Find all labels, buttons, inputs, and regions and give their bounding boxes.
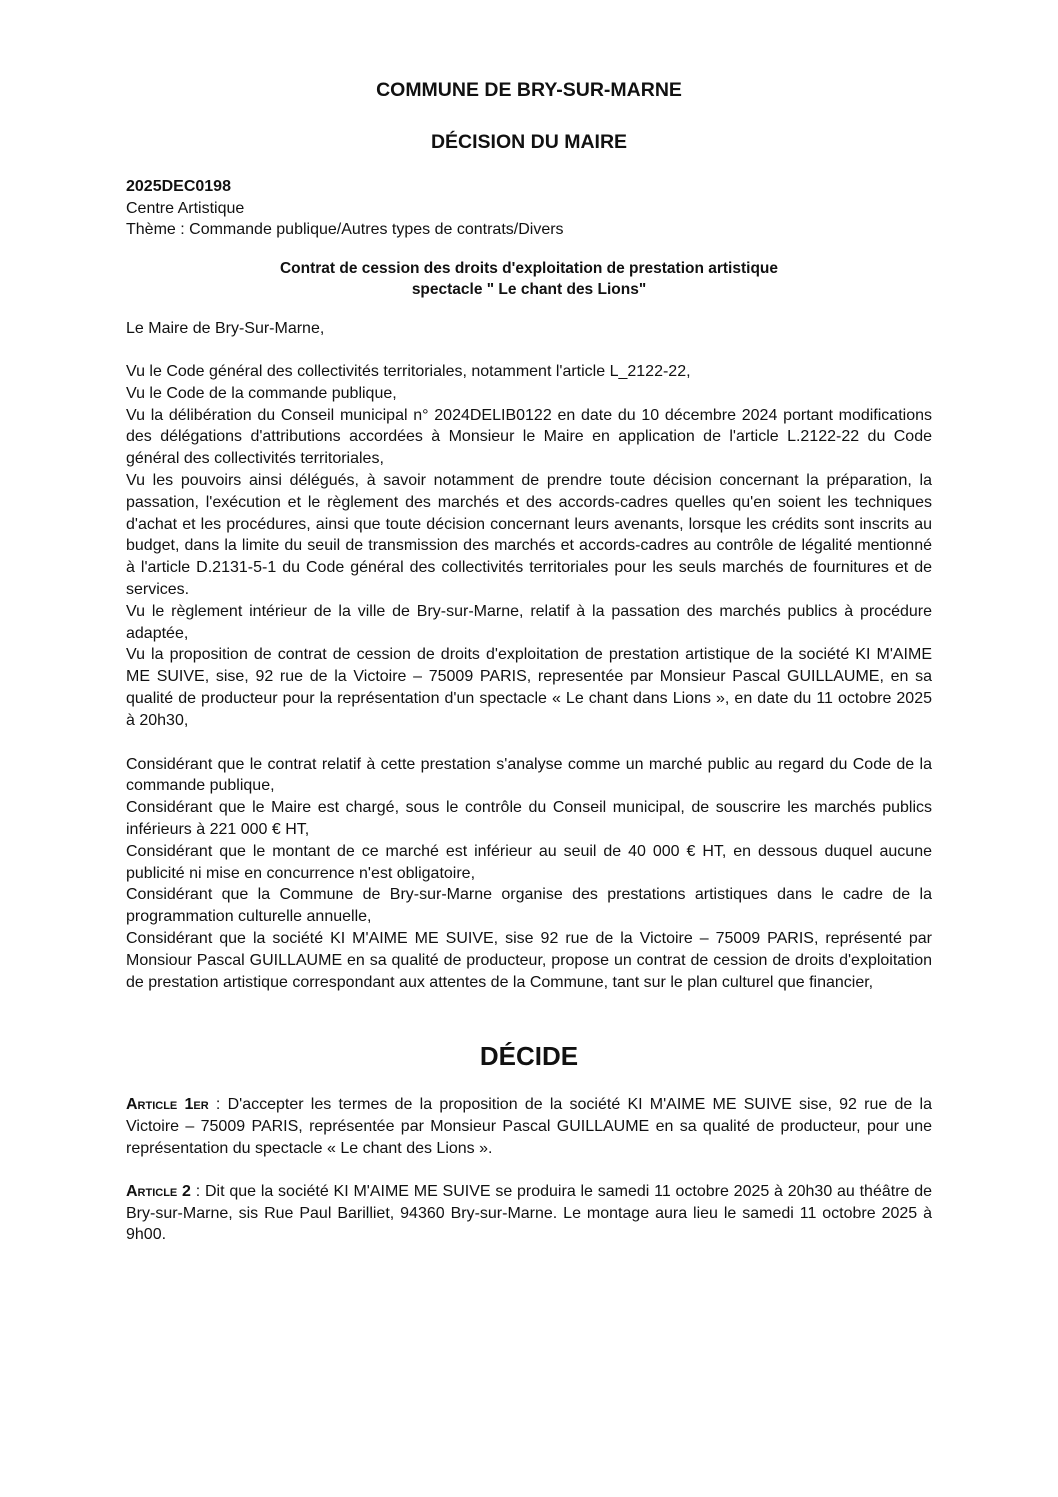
decide-heading: DÉCIDE [479, 1041, 579, 1072]
decision-subject [126, 258, 932, 301]
visa-paragraph: Vu le Code de la commande publique, [126, 384, 397, 402]
visas-section [126, 361, 932, 732]
visa-paragraph: Vu le règlement intérieur de la ville de Bry-sur-Marne, relatif à la passation des marchés publics à procédure adaptée, [126, 602, 932, 642]
article-label: Article 1er [126, 1096, 209, 1114]
considerants-section [126, 754, 932, 994]
visa-paragraph: Vu la délibération du Conseil municipal n° 2024DELIB0122 en date du 10 décembre 2024 portant modifications des délégations d'attributions accordées à Monsieur le Maire en application de l'article L.2122-22 du Code général des collectivités territoriales, [126, 406, 932, 468]
document-page [126, 78, 932, 1267]
considerant-paragraph: Considérant que le contrat relatif à cette prestation s'analyse comme un marché public au regard du Code de la commande publique, [126, 755, 932, 795]
article-label: Article 2 [126, 1182, 191, 1200]
decision-theme: Thème : Commande publique/Autres types de contrats/Divers [126, 221, 564, 238]
visa-paragraph: Vu la proposition de contrat de cession de droits d'exploitation de prestation artistique de la société KI M'AIME ME SUIVE, sise, 92 rue de la Victoire – 75009 PARIS, representée par Monsieur Pascal GUILLAUME, en sa qualité de producteur pour la représentation d'un spectacle « Le chant dans Lions », en date du 11 octobre 2025 à 20h30, [126, 646, 932, 729]
decision-meta [126, 176, 932, 241]
service-name: Centre Artistique [126, 199, 245, 217]
considerant-paragraph: Considérant que le Maire est chargé, sous le contrôle du Conseil municipal, de souscrire les marchés publics inférieurs à 221 000 € HT, [126, 799, 932, 838]
decision-heading: DÉCISION DU MAIRE [430, 131, 628, 153]
considerant-paragraph: Considérant que la société KI M'AIME ME SUIVE, sise 92 rue de la Victoire – 75009 PARIS, représenté par Monsiour Pascal GUILLAUME en sa qualité de producteur, propose un contrat de cession de droits d'exploitation de prestation artistique correspondant aux attentes de la Commune, tant sur le plan culturel que financier, [126, 929, 932, 991]
article-paragraph [126, 1181, 932, 1246]
article-text: : D'accepter les termes de la proposition de la société KI M'AIME ME SUIVE sise, 92 rue de la Victoire – 75009 PARIS, représentée par Monsieur Pascal GUILLAUME en sa qualité de producteur, pour une représentation du spectacle « Le chant des Lions ». [126, 1096, 932, 1157]
decision-code: 2025DEC0198 [126, 178, 231, 195]
article-text: : Dit que la société KI M'AIME ME SUIVE se produira le samedi 11 octobre 2025 à 20h30 au théâtre de Bry-sur-Marne, sis Rue Paul Barilliet, 94360 Bry-sur-Marne. Le montage aura lieu le samedi 11 octobre 2025 à 9h00. [126, 1182, 933, 1244]
subject-line-2: spectacle " Le chant des Lions" [411, 281, 647, 298]
considerant-paragraph: Considérant que la Commune de Bry-sur-Marne organise des prestations artistiques dans le cadre de la programmation culturelle annuelle, [126, 886, 932, 926]
visa-paragraph: Vu le Code général des collectivités territoriales, notamment l'article L_2122-22, [126, 363, 691, 380]
commune-heading: COMMUNE DE BRY-SUR-MARNE [376, 79, 682, 101]
considerant-paragraph: Considérant que le montant de ce marché est inférieur au seuil de 40 000 € HT, en dessous duquel aucune publicité ni mise en concurrence n'est obligatoire, [126, 842, 932, 882]
article-paragraph [126, 1094, 932, 1159]
articles-section [126, 1094, 932, 1246]
intro-line: Le Maire de Bry-Sur-Marne, [126, 319, 325, 337]
subject-line-1: Contrat de cession des droits d'exploitation de prestation artistique [279, 259, 779, 277]
visa-paragraph: Vu les pouvoirs ainsi délégués, à savoir notamment de prendre toute décision concernant la préparation, la passation, l'exécution et le règlement des marchés et des accords-cadres quelles qu'en soient les techniques d'achat et les procédures, ainsi que toute décision concernant leurs avenants, lorsque les crédits sont inscrits au budget, dans la limite du seuil de transmission des marchés et accords-cadres au contrôle de légalité mentionné à l'article D.2131-5-1 du Code général des collectivités territoriales pour les seuls marchés de fournitures et de services. [126, 471, 932, 598]
